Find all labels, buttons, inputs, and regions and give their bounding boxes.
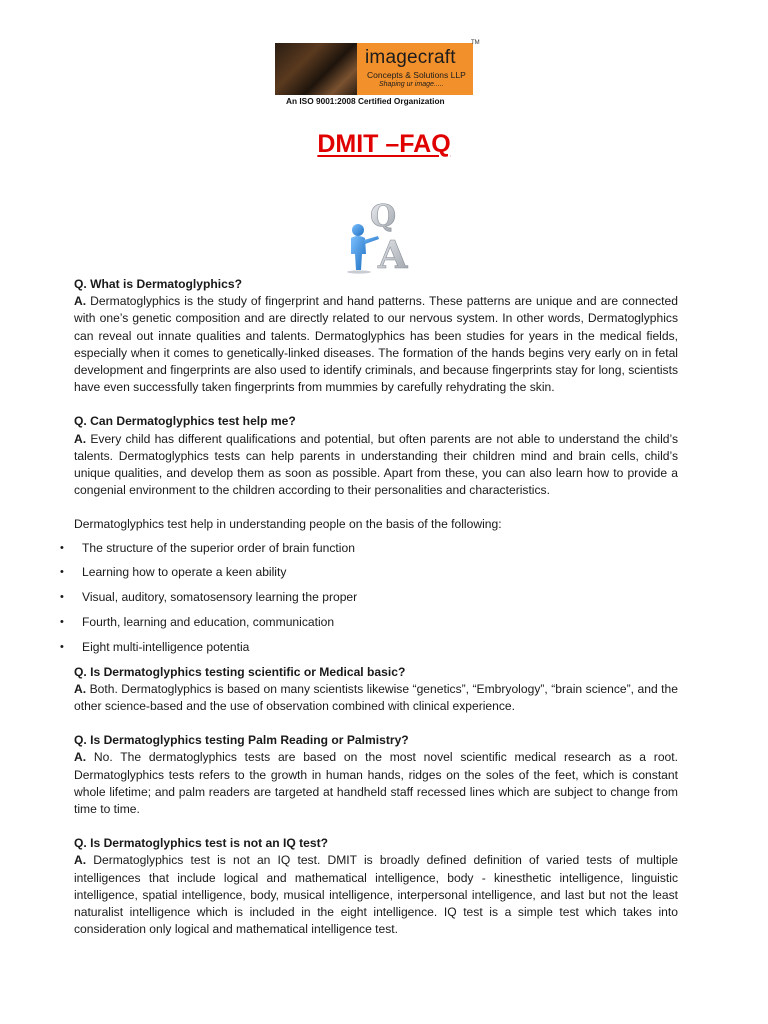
faq-item xyxy=(74,276,678,396)
answer-text: No. The dermatoglyphics tests are based on the most novel scientific medical research as a root. Dermatoglyphics tests refers to the growth in human hands, ridges on the soles of the feet, which is constant whole lifetime; and palm readers are targeted at handheld staff recessed lines which are subject to change from time to time. xyxy=(74,750,678,817)
q-letter: Q xyxy=(370,199,397,234)
answer-prefix: A. xyxy=(74,294,87,309)
faq-question: Q. Is Dermatoglyphics test is not an IQ test? xyxy=(74,836,329,851)
answer-prefix: A. xyxy=(74,853,87,868)
faq-item xyxy=(74,732,678,818)
faq-item xyxy=(74,835,678,938)
bullet-list xyxy=(74,540,678,656)
a-letter: A xyxy=(378,232,408,274)
answer-text: Both. Dermatoglyphics is based on many scientists likewise “genetics”, “Embryology”, “brain science”, and the other science-based and the use of observation combined with clinical experience. xyxy=(74,681,678,714)
list-item: • Eight multi-intelligence potentia xyxy=(62,639,678,656)
list-intro: Dermatoglyphics test help in understanding people on the basis of the following: xyxy=(74,517,502,532)
logo-trademark: TM xyxy=(471,40,480,46)
list-item: • The structure of the superior order of brain function xyxy=(62,540,678,557)
answer-text: Dermatoglyphics is the study of fingerprint and hand patterns. These patterns are unique and are connected with one’s genetic composition and are directly related to our nervous system. In other words, Dermatoglyphics can reveal out innate qualities and talents. Dermatoglyphics has been studies for years in the medical fields, especially when it comes to genetically-linked diseases. The formation of the hands begins very early on in fetal development and fingerprints are also used to identify criminals, and because fingerprints stay for long, scientists have even successfully taken fingerprints from mummies by carefully rehydrating the skin. xyxy=(74,294,678,395)
company-logo xyxy=(272,40,484,110)
faq-question: Q. Is Dermatoglyphics testing Palm Reading or Palmistry? xyxy=(74,733,409,748)
answer-prefix: A. xyxy=(74,750,87,765)
faq-item xyxy=(74,413,678,499)
list-item: • Fourth, learning and education, communication xyxy=(62,614,678,631)
faq-answer xyxy=(74,431,678,500)
faq-question: Q. Can Dermatoglyphics test help me? xyxy=(74,414,296,429)
list-item: • Learning how to operate a keen ability xyxy=(62,564,678,581)
list-item: • Visual, auditory, somatosensory learning the proper xyxy=(62,589,678,606)
faq-content xyxy=(74,276,678,938)
faq-answer xyxy=(74,852,678,938)
faq-answer xyxy=(74,749,678,818)
answer-prefix: A. xyxy=(74,431,87,446)
faq-answer xyxy=(74,293,678,396)
iso-certification: An ISO 9001:2008 Certified Organization xyxy=(286,96,445,106)
faq-item xyxy=(74,664,678,716)
faq-answer xyxy=(74,681,678,715)
qa-figure-icon xyxy=(342,196,416,274)
faq-question: Q. What is Dermatoglyphics? xyxy=(74,277,242,291)
logo-banner xyxy=(275,43,473,95)
logo-brand-name: imagecraft xyxy=(365,47,456,68)
logo-hands-photo xyxy=(275,43,357,95)
answer-text: Every child has different qualifications and potential, but often parents are not able to understand the child’s talents. Dermatoglyphics tests can help parents in understanding their children mind and brain cells, child’s unique qualities, and develop them as soon as possible. Apart from these, you can also learn how to provide a congenial environment to the children according to their personalities and characteristics. xyxy=(74,431,678,498)
page-title: DMIT –FAQ xyxy=(317,130,451,158)
answer-text: Dermatoglyphics test is not an IQ test. DMIT is broadly defined definition of varied tests of multiple intelligences that include logical and mathematical intelligence, body - kinesthetic intelligence, linguistic intelligence, spatial intelligence, body, musical intelligence, interpersonal intelligence, and last but not the least naturalist intelligence which is included in the eight intelligence. IQ test is a simple test which takes into consideration only logical and mathematical intelligence test. xyxy=(74,853,678,937)
answer-prefix: A. xyxy=(74,681,87,696)
logo-subtitle: Concepts & Solutions LLP xyxy=(367,70,466,80)
logo-tagline: Shaping ur image..... xyxy=(379,81,444,88)
faq-question: Q. Is Dermatoglyphics testing scientific or Medical basic? xyxy=(74,664,406,679)
